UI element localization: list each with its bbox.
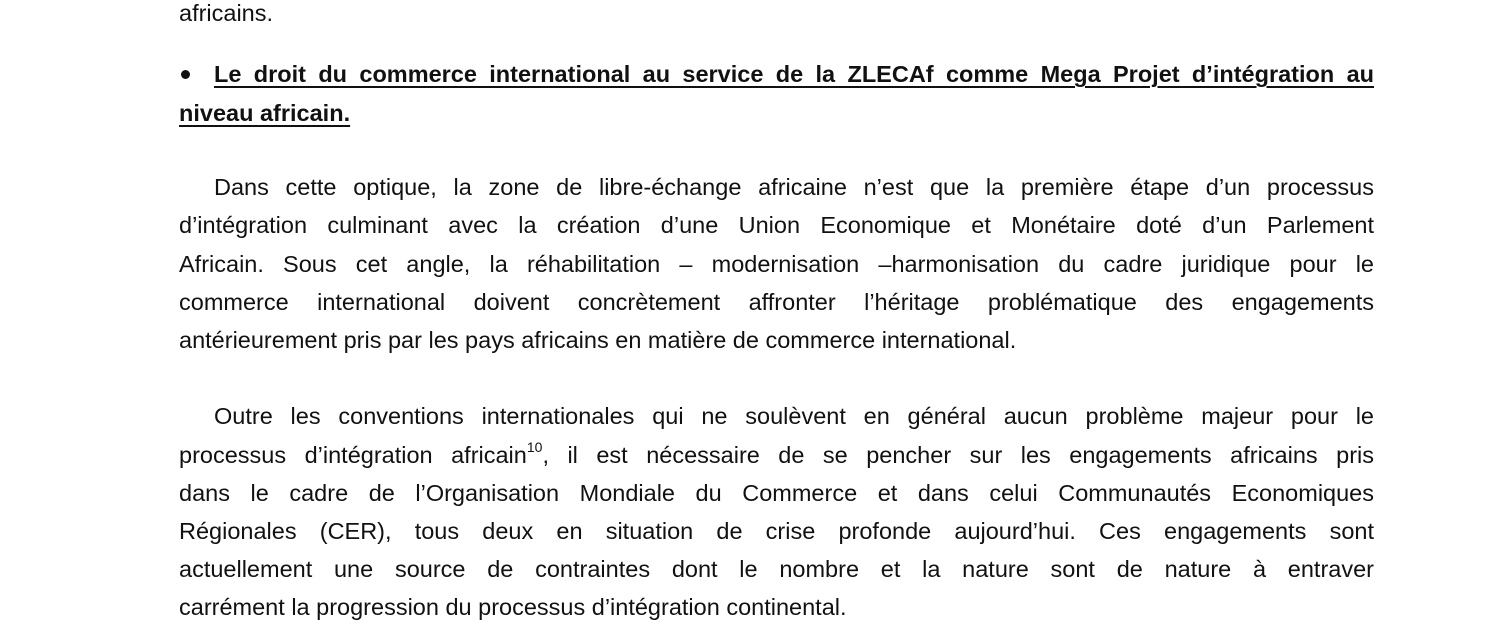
- paragraph-2-line-1: Outre les conventions internationales qui ne soulèvent en général aucun problème majeur pour le: [214, 403, 1374, 429]
- paragraph-1-line-5: antérieurement pris par les pays africains en matière de commerce international.: [179, 327, 1017, 353]
- paragraph-1-line-1: Dans cette optique, la zone de libre-échange africaine n’est que la première étape d’un processus: [214, 174, 1374, 200]
- footnote-reference: 10: [526, 439, 543, 456]
- paragraph-1-line-2: d’intégration culminant avec la création d’une Union Economique et Monétaire doté d’un Parlement: [179, 212, 1374, 238]
- paragraph-2-line-2-start: processus d’intégration africain: [179, 442, 527, 468]
- section-heading-line-1: Le droit du commerce international au service de la ZLECAf comme Mega Projet d’intégration au: [214, 61, 1374, 87]
- paragraph-1-line-3: Africain. Sous cet angle, la réhabilitation – modernisation –harmonisation du cadre juridique pour le: [179, 251, 1374, 277]
- paragraph-2-line-2: [179, 436, 1374, 474]
- top-fragment-text: africains.: [179, 0, 274, 26]
- paragraph-2-line-6: carrément la progression du processus d’intégration continental.: [179, 594, 847, 620]
- paragraph-2-line-3: dans le cadre de l’Organisation Mondiale du Commerce et dans celui Communautés Economiques: [179, 480, 1374, 506]
- paragraph-2-line-4: Régionales (CER), tous deux en situation de crise profonde aujourd’hui. Ces engagements sont: [179, 518, 1374, 544]
- paragraph-2-line-5: actuellement une source de contraintes dont le nombre et la nature sont de nature à entraver: [179, 556, 1374, 582]
- paragraph-2-line-2-end: , il est nécessaire de se pencher sur les engagements africains pris: [542, 442, 1375, 468]
- bullet-icon: [181, 70, 190, 79]
- section-heading-line-2: niveau africain.: [179, 100, 351, 126]
- paragraph-1-line-4: commerce international doivent concrètement affronter l’héritage problématique des engagements: [179, 289, 1374, 315]
